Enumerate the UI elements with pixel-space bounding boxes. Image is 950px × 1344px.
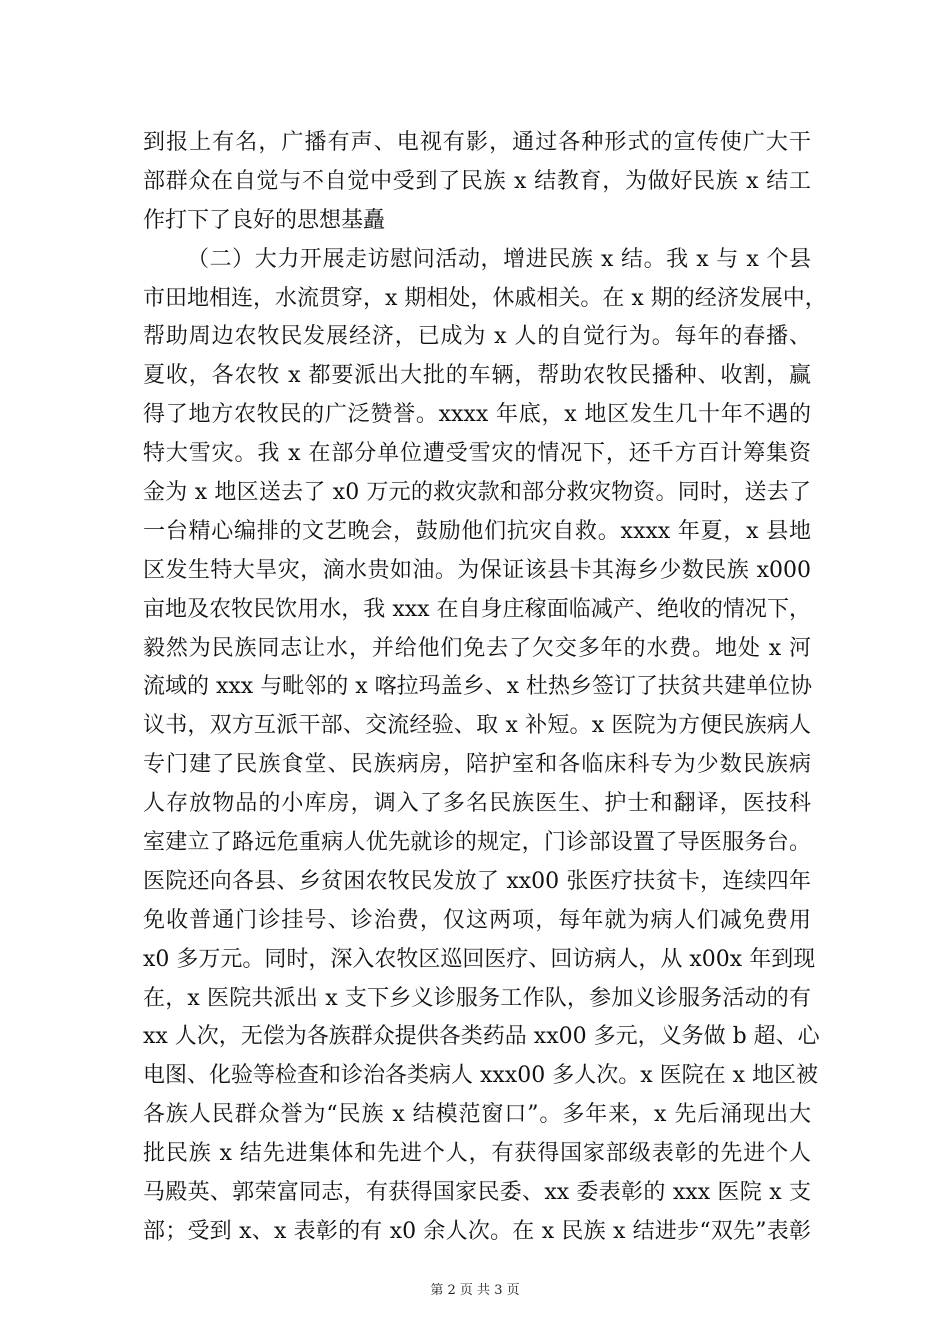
text-line: 帮助周边农牧民发展经济，已成为 x 人的自觉行为。每年的春播、 xyxy=(143,324,811,350)
text-line: 亩地及农牧民饮用水，我 xxx 在自身庄稼面临减产、绝收的情况下， xyxy=(143,596,811,622)
body-text xyxy=(143,124,827,1252)
text-line: 夏收，各农牧 x 都要派出大批的车辆，帮助农牧民播种、收割，赢 xyxy=(143,363,811,389)
text-line: 金为 x 地区送去了 x0 万元的救灾款和部分救灾物资。同时，送去了 xyxy=(143,480,811,506)
text-line: 作打下了良好的思想基矗 xyxy=(143,207,386,233)
text-line: 电图、化验等检查和诊治各类病人 xxx00 多人次。x 医院在 x 地区被 xyxy=(143,1063,818,1089)
text-line: 区发生特大旱灾，滴水贵如油。为保证该县卡其海乡少数民族 x000 xyxy=(143,557,811,583)
text-line: 医院还向各县、乡贫困农牧民发放了 xx00 张医疗扶贫卡，连续四年 xyxy=(143,868,811,894)
page-footer xyxy=(0,1283,950,1299)
text-line: 室建立了路远危重病人优先就诊的规定，门诊部设置了导医服务台。 xyxy=(143,830,811,856)
page-number: 第 2 页 共 3 页 xyxy=(430,1283,520,1298)
text-line: 到报上有名，广播有声、电视有影，通过各种形式的宣传使广大干 xyxy=(143,130,811,155)
text-line: 流域的 xxx 与毗邻的 x 喀拉玛盖乡、x 杜热乡签订了扶贫共建单位协 xyxy=(143,674,813,700)
text-line: 批民族 x 结先进集体和先进个人，有获得国家部级表彰的先进个人 xyxy=(143,1141,811,1167)
paragraph-start-line: （二）大力开展走访慰问活动，增进民族 x 结。我 x 与 x 个县 xyxy=(187,246,811,272)
text-line: 人存放物品的小库房，调入了多名民族医生、护士和翻译，医技科 xyxy=(143,791,811,817)
text-line: 毅然为民族同志让水，并给他们免去了欠交多年的水费。地处 x 河 xyxy=(143,635,811,661)
text-line: 议书，双方互派干部、交流经验、取 x 补短。x 医院为方便民族病人 xyxy=(143,713,811,739)
text-line: 部；受到 x、x 表彰的有 x0 余人次。在 x 民族 x 结进步“双先”表彰 xyxy=(143,1218,811,1244)
text-line: 各族人民群众誉为“民族 x 结模范窗口”。多年来，x 先后涌现出大 xyxy=(143,1102,811,1128)
text-line: 市田地相连，水流贯穿，x 期相处，休戚相关。在 x 期的经济发展中， xyxy=(143,285,827,311)
text-line: xx 人次，无偿为各族群众提供各类药品 xx00 多元，义务做 b 超、心 xyxy=(143,1024,820,1050)
text-line: 得了地方农牧民的广泛赞誉。xxxx 年底，x 地区发生几十年不遇的 xyxy=(143,402,811,428)
text-line: 马殿英、郭荣富同志，有获得国家民委、xx 委表彰的 xxx 医院 x 支 xyxy=(143,1180,811,1206)
text-line: 免收普通门诊挂号、诊治费，仅这两项，每年就为病人们减免费用 xyxy=(143,907,811,933)
text-line: 一台精心编排的文艺晚会，鼓励他们抗灾自救。xxxx 年夏，x 县地 xyxy=(143,518,811,544)
text-line: 专门建了民族食堂、民族病房，陪护室和各临床科专为少数民族病 xyxy=(143,752,811,778)
text-line: 部群众在自觉与不自觉中受到了民族 x 结教育，为做好民族 x 结工 xyxy=(143,168,811,194)
text-line: 在，x 医院共派出 x 支下乡义诊服务工作队，参加义诊服务活动的有 xyxy=(143,985,811,1011)
text-line: 特大雪灾。我 x 在部分单位遭受雪灾的情况下，还千方百计筹集资 xyxy=(143,441,811,467)
text-line: x0 多万元。同时，深入农牧区巡回医疗、回访病人，从 x00x 年到现 xyxy=(143,946,816,972)
